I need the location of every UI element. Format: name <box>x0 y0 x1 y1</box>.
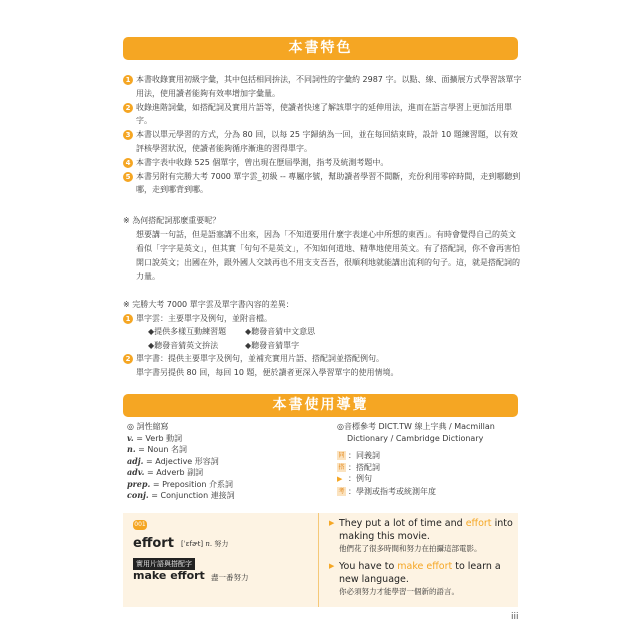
sentence-translation: 你必須努力才能學習一個新的語言。 <box>339 587 459 596</box>
cloud-feature: ◆聽發音猜單字 <box>245 340 300 350</box>
number-badge: 4 <box>123 158 133 168</box>
ref-line: Dictionary / Cambridge Dictionary <box>347 433 484 443</box>
page-number: iii <box>511 612 519 622</box>
diff-book-more: 單字書另提供 80 回，每回 10 題，便於讀者更深入學習單字的使用情境。 <box>136 367 399 377</box>
feature-item: 3 本書以單元學習的方式，分為 80 回，以每 25 字歸納為一回，並在每回結束時，設計 10 題練習題，以有效評核學習狀況，使讀者能夠循序漸進的習得單字。 <box>123 128 523 155</box>
diff-book: 2 單字書：提供主要單字及例句，並補充實用片語、搭配詞並搭配例句。 <box>123 352 523 366</box>
example-arrow-icon: ▶ <box>329 519 335 527</box>
number-badge: 1 <box>123 75 133 85</box>
phonetic: [ˈɛfɚt] n. 努力 <box>181 540 229 548</box>
feature-item: 2 收錄進階詞彙，如搭配詞及實用片語等，使讀者快速了解該單字的延伸用法，進而在語言學習上更加活用單字。 <box>123 101 523 128</box>
number-badge: 2 <box>123 103 133 113</box>
feature-item: 4 本書字表中收錄 525 個單字，曾出現在歷屆學測，指考及統測考題中。 <box>123 156 523 170</box>
collocation-icon: 搭 <box>338 463 345 471</box>
why-body: 想要講一句話，但是語塞講不出來，因為「不知道要用什麼字表達心中所想的東西」。有時會覺得自己的英文看似「字字是英文」，但其實「句句不是英文」，不知如何道地、精準地使用英文。有了搭配詞，你不會再害怕開口說英文；出國在外，跟外國人交談再也不用支支吾吾，很順利地就能講出流利的句子。這，就是搭配詞的力量。 <box>136 230 520 281</box>
guide-banner: 本書使用導覽 <box>123 394 518 417</box>
pos-row: v. = Verb 動詞 <box>127 432 183 443</box>
mark-row: 考 ：學測或指考或統測年度 <box>338 486 436 496</box>
sentence-translation: 他們花了很多時間和努力在拍攝這部電影。 <box>339 544 482 553</box>
example-entry <box>131 513 316 607</box>
cloud-feature: ◆聽發音猜中文意思 <box>245 327 316 336</box>
headword: effort <box>133 536 174 551</box>
pos-legend <box>127 421 327 502</box>
number-badge: 2 <box>123 354 133 364</box>
number-badge: 1 <box>123 314 133 324</box>
example-sentence: ▶ You have to make effort to learn a new language. <box>329 561 501 585</box>
cloud-features-row <box>123 325 523 339</box>
pos-row: conj. = Conjunction 連接詞 <box>127 490 235 500</box>
why-section <box>123 214 523 284</box>
pos-row: adj. = Adjective 形容詞 <box>127 455 219 466</box>
feature-item: 5 本書另附有完勝大考 7000 單字雲_初級 -- 專屬序號，幫助讀者學習不間斷，充份利用零碎時間，走到哪聽到哪，走到哪背到哪。 <box>123 170 523 197</box>
word-number-badge: 001 <box>134 521 146 528</box>
pos-row: adv. = Adverb 副詞 <box>127 467 204 477</box>
number-badge: 5 <box>123 172 133 182</box>
mark-row: ▶ ：例句 <box>337 473 527 486</box>
pos-title: ◎ 詞性縮寫 <box>127 422 169 431</box>
phrase: make effort <box>133 569 205 582</box>
exam-year-icon: 考 <box>338 487 345 495</box>
mark-row: 同 ：同義詞 <box>338 451 380 460</box>
phrase-tag: 實用片語與搭配字 <box>133 558 195 570</box>
synonym-icon: 同 <box>338 452 345 459</box>
cloud-feature: ◆提供多樣互動練習題 <box>148 327 227 336</box>
diff-cloud: 1 單字雲：主要單字及例句，並附音檔。 <box>123 312 523 326</box>
diff-question: ※ 完勝大考 7000 單字雲及單字書內容的差異： <box>123 300 294 309</box>
features-banner: 本書特色 <box>123 37 518 60</box>
ref-line: ◎音標參考 DICT.TW 線上字典 / Macmillan <box>337 422 495 431</box>
example-sentence: ▶ They put a lot of time and effort into making this movie. <box>329 518 513 542</box>
mark-row: 搭 ：搭配詞 <box>338 462 380 472</box>
pos-row: prep. = Preposition 介系詞 <box>127 478 234 489</box>
why-question: ※ 為何搭配詞那麼重要呢？ <box>123 216 221 225</box>
ref-legend <box>337 421 527 497</box>
example-sentences <box>318 513 518 607</box>
phrase-meaning: 盡一番努力 <box>211 573 249 582</box>
cloud-feature: ◆聽發音猜英文拚法 <box>148 340 219 350</box>
feature-item: 1 本書收錄實用初級字彙，其中包括相同拚法，不同詞性的字彙約 2987 字。以點、線、面擴展方式學習該單字用法，使用讀者能夠有效率增加字彙量。 <box>123 73 523 100</box>
example-arrow-icon: ▶ <box>329 562 335 570</box>
cloud-features-row <box>123 339 523 353</box>
example-box <box>123 513 518 607</box>
example-icon: ▶ <box>337 475 343 483</box>
number-badge: 3 <box>123 130 133 140</box>
diff-section <box>123 298 523 379</box>
pos-row: n. = Noun 名詞 <box>127 444 187 454</box>
features-list <box>123 73 523 197</box>
